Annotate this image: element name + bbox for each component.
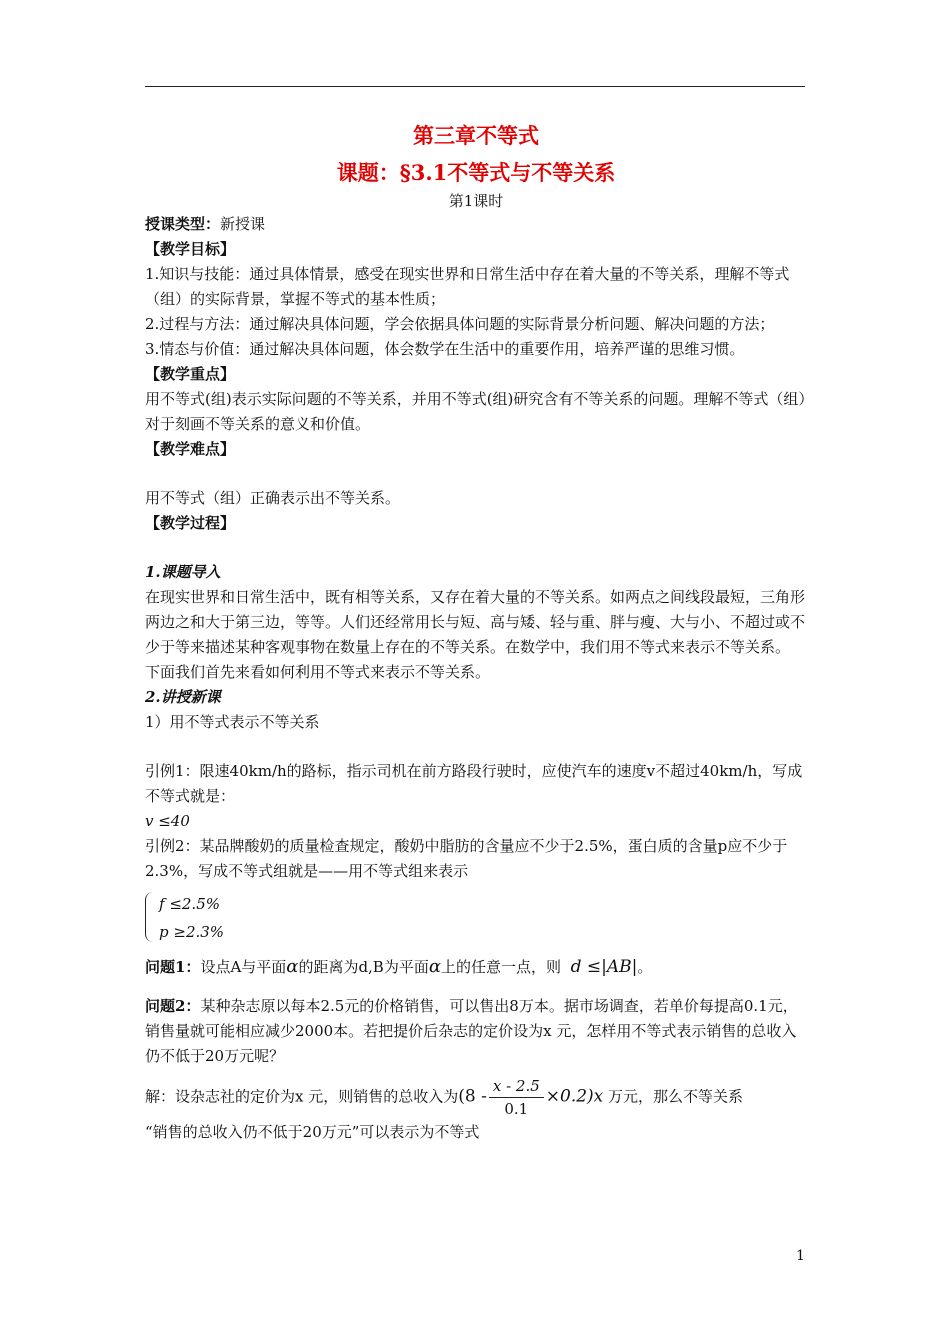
solution-line2: “销售的总收入仍不低于20万元”可以表示为不等式	[145, 1123, 480, 1141]
type-label: 授课类型：	[145, 215, 221, 233]
spacer	[145, 735, 807, 759]
section2-title: 2.讲授新课	[145, 688, 221, 706]
solution-open: (8 -	[458, 1086, 487, 1107]
q1-text: 上的任意一点，则	[441, 958, 562, 976]
inequality-system	[145, 890, 807, 946]
q2-text: 某种杂志原以每本2.5元的价格销售，可以售出8万本。据市场调查，若单价每提高0.1元，销售量就可能相应减少2000本。若把提价后杂志的定价设为x 元，怎样用不等式表示销售的总收入仍不低于20万元呢？	[145, 997, 798, 1065]
fraction-denominator: 0.1	[504, 1100, 529, 1118]
section1-title: 1.课题导入	[145, 563, 221, 581]
process-header: 【教学过程】	[145, 514, 236, 532]
question1	[145, 952, 807, 982]
focus-text: 用不等式(组)表示实际问题的不等关系，并用不等式(组)研究含有不等关系的问题。理解不等式（组）对于刻画不等关系的意义和价值。	[145, 390, 806, 433]
system-line: f ≤2.5%	[159, 895, 220, 913]
spacer	[145, 982, 807, 994]
page-number: 1	[796, 1248, 805, 1264]
question2	[145, 994, 807, 1069]
goal-item: 3.情态与价值：通过解决具体问题，体会数学在生活中的重要作用，培养严谨的思维习惯。	[145, 340, 745, 358]
solution-text: 解：设杂志社的定价为x 元，则销售的总收入为	[145, 1087, 459, 1106]
q1-text: 的距离为d,B为平面	[298, 958, 429, 976]
section1-next: 下面我们首先来看如何利用不等式来表示不等关系。	[145, 663, 491, 681]
spacer	[145, 462, 807, 486]
q2-label: 问题2：	[145, 997, 201, 1015]
lesson-type	[145, 212, 807, 237]
q1-text: 设点A与平面	[200, 958, 287, 976]
goal-item: 2.过程与方法：通过解决具体问题，学会依据具体问题的实际背景分析问题、解决问题的方法；	[145, 315, 775, 333]
difficulty-text: 用不等式（组）正确表示出不等关系。	[145, 489, 401, 507]
q1-formula: d ≤|AB|	[570, 957, 638, 977]
fraction	[489, 1075, 544, 1120]
type-value: 新授课	[220, 215, 266, 233]
period-label: 第1课时	[448, 192, 504, 210]
spacer	[145, 536, 807, 560]
focus-header: 【教学重点】	[145, 365, 236, 383]
goals-header: 【教学目标】	[145, 240, 236, 258]
difficulty-header: 【教学难点】	[145, 440, 236, 458]
example1-formula: v ≤40	[145, 812, 190, 830]
q1-label: 问题1：	[145, 958, 201, 976]
q1-end: 。	[637, 958, 653, 976]
solution-close: ×0.2)x	[545, 1086, 604, 1107]
solution-text: 万元，那么不等关系	[603, 1087, 744, 1106]
header-rule	[145, 86, 805, 87]
subsection-title: 1）用不等式表示不等关系	[145, 713, 320, 731]
alpha-symbol: α	[286, 956, 299, 977]
example1-text: 引例1：限速40km/h的路标，指示司机在前方路段行驶时，应使汽车的速度v不超过40km/h，写成不等式就是：	[145, 762, 803, 805]
lesson-title: 课题：§3.1不等式与不等关系	[336, 160, 616, 185]
brace-icon	[145, 892, 154, 942]
solution	[145, 1075, 807, 1120]
chapter-title: 第三章不等式	[413, 123, 539, 148]
document-body	[145, 118, 807, 1145]
alpha-symbol: α	[428, 956, 441, 977]
fraction-numerator: x - 2.5	[489, 1075, 544, 1098]
goal-item: 1.知识与技能：通过具体情景，感受在现实世界和日常生活中存在着大量的不等关系，理解不等式（组）的实际背景，掌握不等式的基本性质；	[145, 265, 790, 308]
system-line: p ≥2.3%	[159, 923, 225, 941]
section1-text: 在现实世界和日常生活中，既有相等关系，又存在着大量的不等关系。如两点之间线段最短，三角形两边之和大于第三边，等等。人们还经常用长与短、高与矮、轻与重、胖与瘦、大与小、不超过或不少于等来描述某种客观事物在数量上存在的不等关系。在数学中，我们用不等式来表示不等关系。	[145, 588, 806, 656]
example2-text: 引例2：某品牌酸奶的质量检查规定，酸奶中脂肪的含量应不少于2.5%，蛋白质的含量p应不少于2.3%，写成不等式组就是——用不等式组来表示	[145, 837, 788, 880]
